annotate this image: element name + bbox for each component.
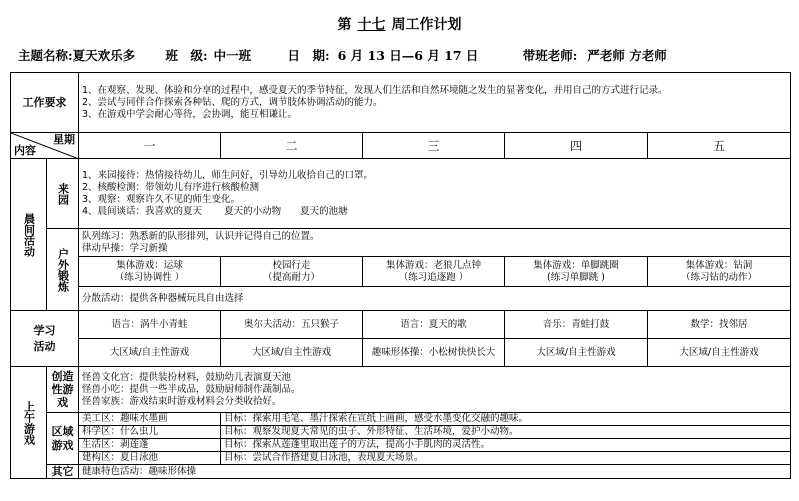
study-game: 大区域/自主性游戏 xyxy=(505,339,648,367)
study-game: 大区域/自主性游戏 xyxy=(79,339,221,367)
creative-line: 怪兽小吃：提供一些半成品，鼓励厨师制作蔬制品。 xyxy=(82,383,301,395)
day-friday: 五 xyxy=(648,133,791,159)
outdoor-game xyxy=(221,257,363,287)
study-activity: 数学：找邻居 xyxy=(648,311,791,339)
day-wednesday: 三 xyxy=(363,133,505,159)
study-label xyxy=(11,311,79,367)
page-title xyxy=(0,14,799,34)
outdoor-label: 户外锻炼 xyxy=(47,229,79,311)
plan-header xyxy=(18,46,788,64)
creative-label-text: 创造性游戏 xyxy=(51,370,74,409)
outdoor-game xyxy=(79,257,221,287)
arrival-line: 1、来园接待：热情接待幼儿，师生问好，引导幼儿收拾自己的口罩。 xyxy=(82,169,374,181)
goal-line: 1、在观察、发现、体验和分享的过程中，感受夏天的季节特征，发现人们生活和自然环境随之发生的显著变化，并用自己的方式进行记录。 xyxy=(82,84,668,96)
goals-content xyxy=(79,73,791,133)
study-label-text: 学习活动 xyxy=(33,323,56,353)
outdoor-content xyxy=(79,229,791,257)
creative-content xyxy=(79,367,791,413)
teacher-value: 严老师 方老师 xyxy=(587,48,667,63)
study-activity: 语言：涡牛小青蛙 xyxy=(79,311,221,339)
area-goal: 目标：探索用毛笔、墨汁探索在宣纸上画画，感受水墨变化交融的趣味。 xyxy=(221,413,791,426)
game-name: 校园行走 xyxy=(272,259,311,271)
game-name: 集体游戏：钻洞 xyxy=(685,259,753,271)
game-name: 集体游戏：运球 xyxy=(116,259,183,271)
day-monday: 一 xyxy=(79,133,221,159)
outdoor-game xyxy=(648,257,791,287)
scatter-activity: 分散活动：提供各种器械玩具自由选择 xyxy=(79,287,791,311)
area-goal: 目标：观察发现夏天常见的虫子、外形特征、生活环境，爱护小动物。 xyxy=(221,426,791,439)
day-thursday: 四 xyxy=(505,133,648,159)
area-label-text: 区域游戏 xyxy=(51,424,74,452)
outdoor-game xyxy=(363,257,505,287)
creative-label xyxy=(47,367,79,413)
day-tuesday: 二 xyxy=(221,133,363,159)
other-content: 健康特色活动：趣味形体操 xyxy=(79,465,791,479)
arrival-label: 来园 xyxy=(47,159,79,229)
class-label: 班 级: xyxy=(165,48,208,63)
study-activity: 奥尔夫活动：五只猴子 xyxy=(221,311,363,339)
game-goal: （练习协调性 ） xyxy=(114,271,185,283)
area-goal: 目标：探索从莲蓬里取出莲子的方法，提高小手肌肉的灵活性。 xyxy=(221,439,791,452)
arrival-line: 3、观察：观察许久不见的师生变化。 xyxy=(82,193,241,205)
area-name: 建构区：夏日泳池 xyxy=(79,452,221,465)
area-label xyxy=(47,413,79,465)
title-prefix: 第 xyxy=(337,17,352,33)
study-game: 趣味形体操：小松树快快长大 xyxy=(363,339,505,367)
area-name: 科学区：什么虫儿 xyxy=(79,426,221,439)
arrival-content xyxy=(79,159,791,229)
study-game: 大区域/自主性游戏 xyxy=(648,339,791,367)
teacher-label: 带班老师: xyxy=(522,48,578,63)
date-value: 6 月 13 日—6 月 17 日 xyxy=(337,48,479,63)
game-goal: （提高耐力） xyxy=(262,271,320,283)
study-activity: 语言：夏天的歌 xyxy=(363,311,505,339)
creative-line: 怪兽家族：游戏结束时游戏材料会分类收拾好。 xyxy=(82,395,282,407)
class-value: 中一班 xyxy=(213,48,252,63)
arrival-line: 2、核酸检测：带领幼儿有序进行核酸检测 xyxy=(82,181,260,193)
area-name: 美工区：趣味水墨画 xyxy=(79,413,221,426)
morning-label: 晨间活动 xyxy=(11,159,47,311)
goals-label: 工作要求 xyxy=(11,73,79,133)
area-goal: 目标：尝试合作搭建夏日泳池，表现夏天场景。 xyxy=(221,452,791,465)
game-goal: （练习钻的动作） xyxy=(681,271,758,283)
weekday-label: 星期 xyxy=(53,133,75,146)
study-activity: 音乐：青蛙打鼓 xyxy=(505,311,648,339)
study-game: 大区域/自主性游戏 xyxy=(221,339,363,367)
game-goal: （练习追逐跑 ） xyxy=(398,271,469,283)
arrival-line: 4、晨间谈话：我喜欢的夏天 夏天的小动物 夏天的池塘 xyxy=(82,205,348,217)
goal-line: 2、尝试与同伴合作探索各种钻、爬的方式，调节肢体协调活动的能力。 xyxy=(82,96,383,108)
title-week: 十七 xyxy=(357,17,386,33)
forenoon-label: 上午游戏 xyxy=(11,367,47,479)
goal-line: 3、在游戏中学会耐心等待，会协调，能互相谦让。 xyxy=(82,108,298,120)
outdoor-line: 队列练习：熟悉新的队形排列，认识并记得自己的位置。 xyxy=(82,230,320,242)
title-suffix: 周工作计划 xyxy=(391,17,462,33)
outdoor-line: 律动早操：学习新操 xyxy=(82,242,168,254)
theme-value: 夏天欢乐多 xyxy=(72,48,136,63)
content-label: 内容 xyxy=(14,144,36,157)
weekly-plan-table xyxy=(10,72,791,479)
creative-line: 怪兽文化宫：提供装扮材料，鼓励幼儿表演夏天池 xyxy=(82,371,292,383)
other-label: 其它 xyxy=(47,465,79,479)
area-name: 生活区：剥莲蓬 xyxy=(79,439,221,452)
weekday-corner-cell xyxy=(11,133,79,159)
game-name: 集体游戏：老狼几点钟 xyxy=(385,259,481,271)
game-name: 集体游戏：单脚跳圈 xyxy=(533,259,619,271)
game-goal: (练习单脚跳 ) xyxy=(547,271,605,283)
date-label: 日 期: xyxy=(287,48,330,63)
outdoor-game xyxy=(505,257,648,287)
theme-label: 主题名称: xyxy=(18,48,73,63)
